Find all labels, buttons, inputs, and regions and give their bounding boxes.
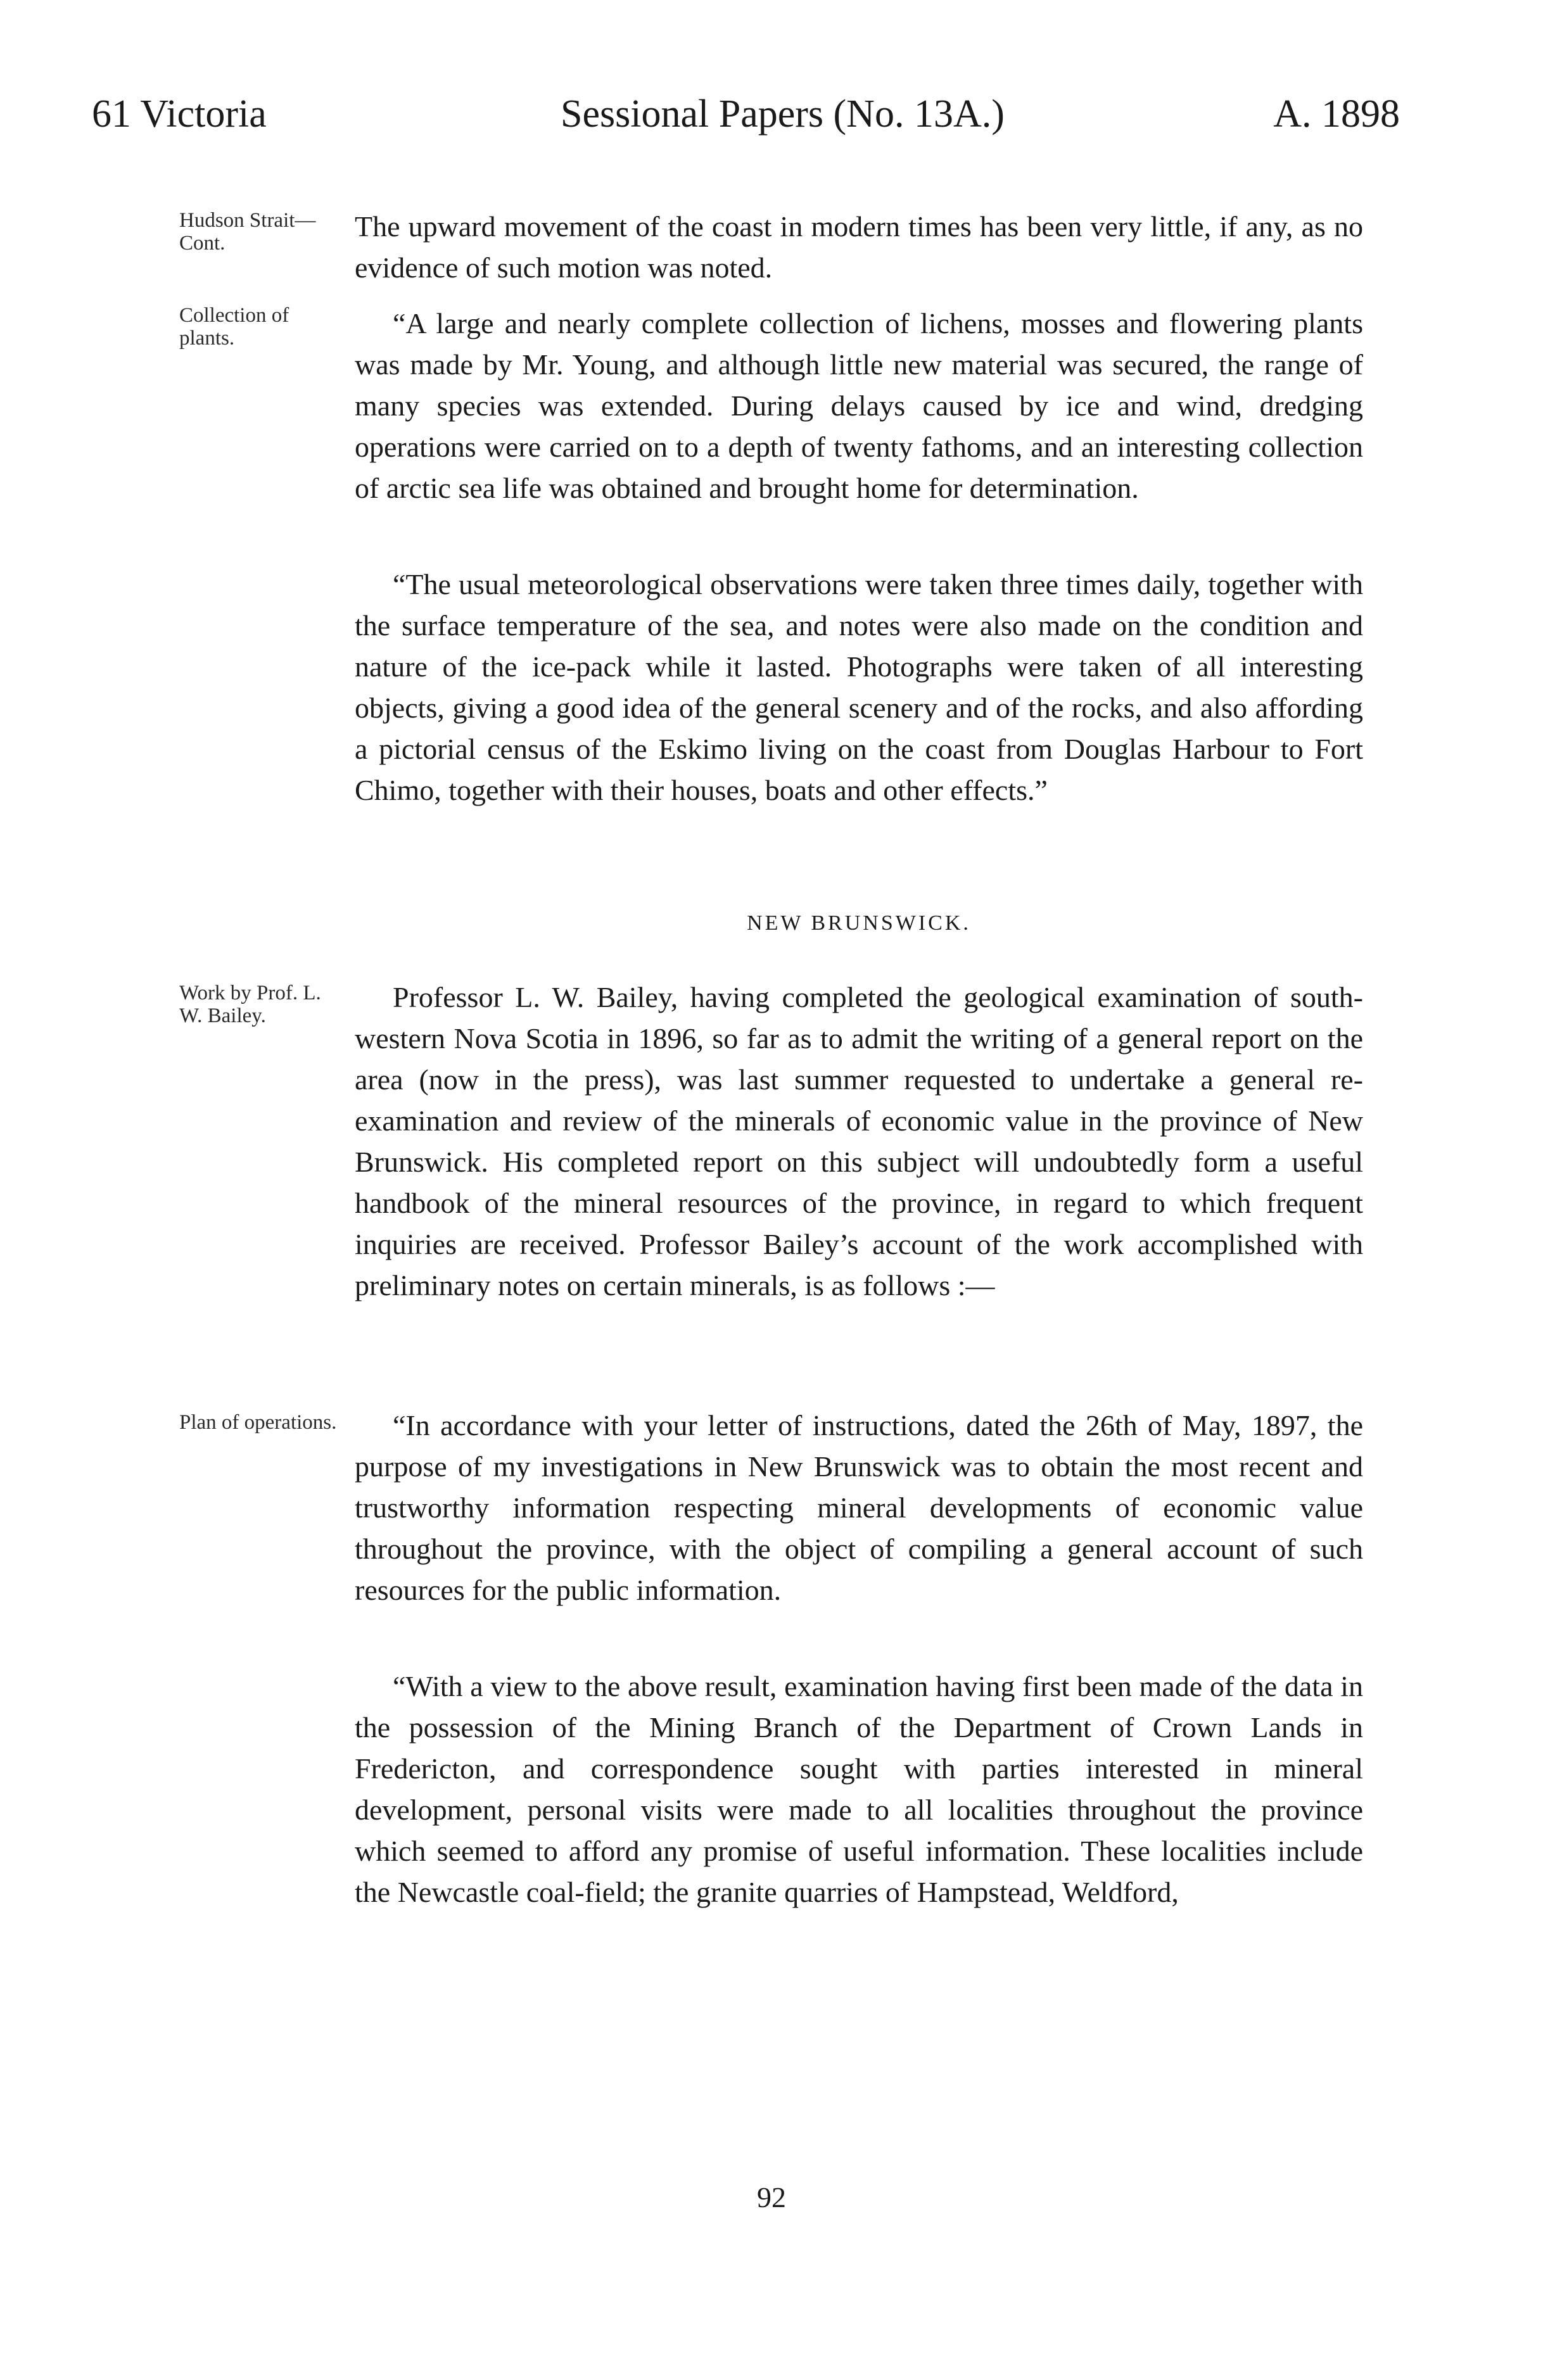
paragraph-instructions: “In accordance with your letter of instructions, dated the 26th of May, 1897, the purpose of my investigations in New Brunswick was to obtain the most recent and trustworthy information respecting mineral developments of economic value throughout the province, with the object of compiling a general account of such resources for the public information. (355, 1409, 1363, 1606)
margin-note-hudson: Hudson Strait—Cont. (179, 209, 316, 255)
section-heading: NEW BRUNSWICK. (747, 911, 971, 935)
header-session: 61 Victoria (92, 92, 267, 136)
paragraph-examination: “With a view to the above result, examination having first been made of the data in the possession of the Mining Branch of the Department of Crown Lands in Fredericton, and correspondence sought with parties interested in mineral development, personal visits were made to all localities throughout the province which seemed to afford any promise of useful information. These localities include the Newcastle coal-field; the granite quarries of Hampstead, Weldford, (355, 1670, 1363, 1908)
header-year: A. 1898 (1273, 92, 1400, 136)
paragraph-collection: “A large and nearly complete collection of lichens, mosses and flowering plants was made by Mr. Young, and although little new material was secured, the range of many species was extended. During delays caused by ice and wind, dredging operations were carried on to a depth of twenty fathoms, and an interesting collection of arctic sea life was obtained and brought home for determination. (355, 307, 1363, 504)
paragraph-coast-movement: The upward movement of the coast in modern times has been very little, if any, as no evidence of such motion was noted. (355, 210, 1363, 284)
paragraph-bailey: Professor L. W. Bailey, having completed the geological examination of south-western Nova Scotia in 1896, so far as to admit the writing of a general report on the area (now in the press), was last summer requested to undertake a general re-examination and review of the minerals of economic value in the province of New Brunswick. His completed report on this subject will undoubtedly form a useful handbook of the mineral resources of the province, in regard to which frequent inquiries are received. Professor Bailey’s account of the work accomplished with preliminary notes on certain minerals, is as follows :— (355, 981, 1363, 1301)
margin-note-plan: Plan of operations. (179, 1411, 337, 1434)
page-number: 92 (757, 2181, 786, 2213)
header-title: Sessional Papers (No. 13A.) (561, 92, 1005, 136)
paragraph-observations: “The usual meteorological observations were taken three times daily, together with the surface temperature of the sea, and notes were also made on the condition and nature of the ice-pack while it lasted. Photographs were taken of all interesting objects, giving a good idea of the general scenery and of the rocks, and also affording a pictorial census of the Eskimo living on the coast from Douglas Harbour to Fort Chimo, together with their houses, boats and other effects.” (355, 568, 1363, 806)
margin-note-work: Work by Prof. L. W. Bailey. (179, 982, 321, 1027)
margin-note-collection: Collection of plants. (179, 304, 289, 350)
page-header (92, 89, 1400, 139)
